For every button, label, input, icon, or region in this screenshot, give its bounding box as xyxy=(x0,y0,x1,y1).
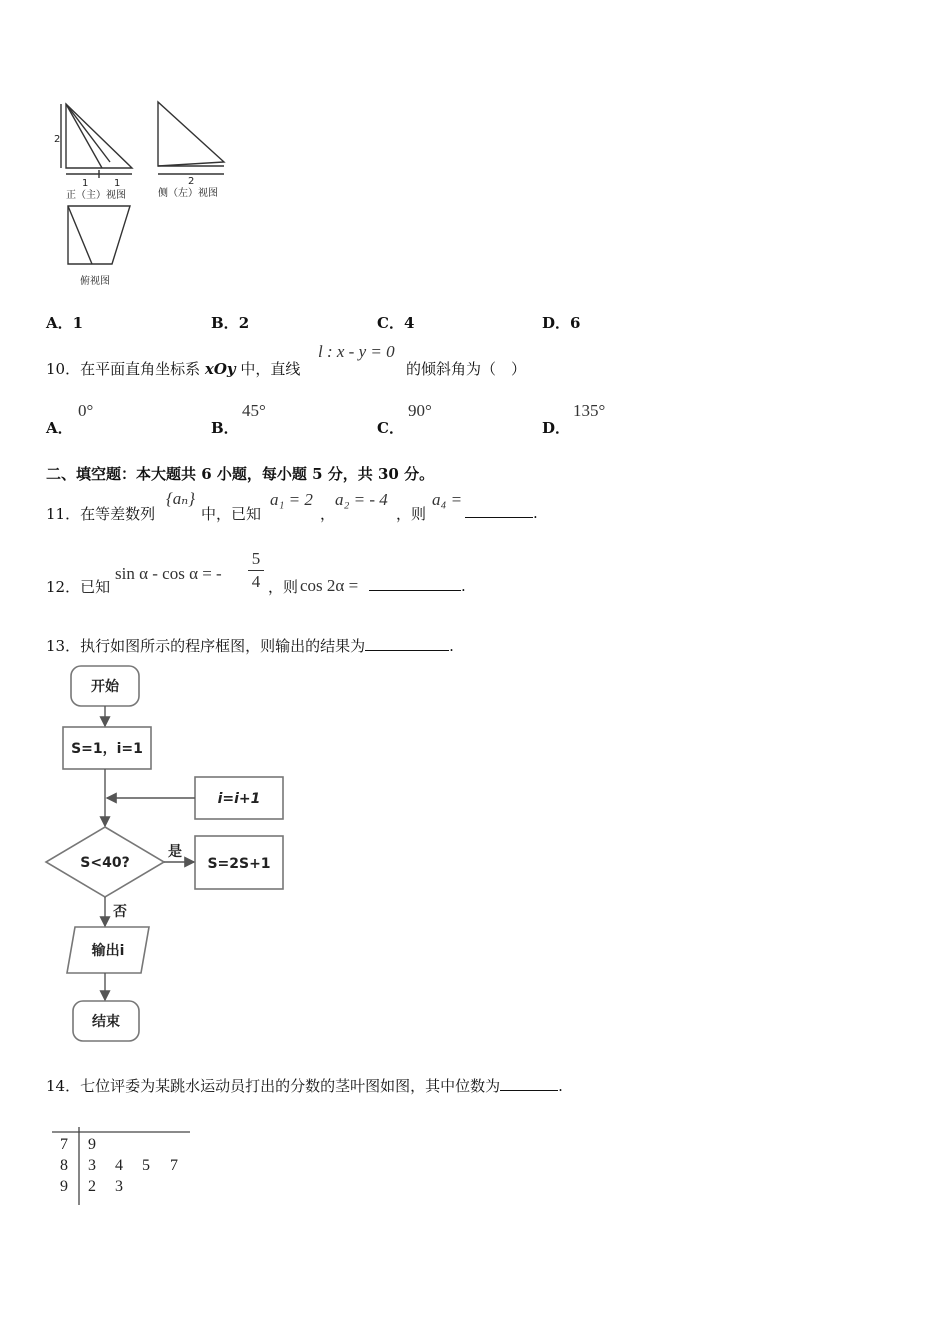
stem-7: 7 xyxy=(60,1136,68,1153)
q10-option-d-value: 135° xyxy=(573,401,606,420)
q10-question-tail: 的倾斜角为（ ） xyxy=(406,360,527,378)
section2-header: 二、填空题：本大题共 6 小题，每小题 5 分，共 30 分。 xyxy=(46,465,435,483)
flowchart-end-label: 结束 xyxy=(92,1014,120,1030)
q12-expression: sin α - cos α = - xyxy=(115,564,222,583)
front-base-left-label: 1 xyxy=(82,178,89,189)
q11-a1: a₁ = 2 xyxy=(270,490,313,509)
flowchart-start-label: 开始 xyxy=(91,679,119,695)
q11-then: ，则 xyxy=(396,505,427,523)
front-height-label: 2 xyxy=(54,134,61,145)
q12-fraction-denominator: 4 xyxy=(251,572,261,591)
top-view-caption: 俯视图 xyxy=(80,276,110,287)
q10-option-c-letter: C． xyxy=(377,419,404,437)
q14-number: 14． xyxy=(46,1077,81,1095)
flowchart xyxy=(40,660,300,1045)
q10-option-b-letter: B． xyxy=(211,419,239,437)
front-base-right-label: 1 xyxy=(114,178,121,189)
leaf-7-0: 9 xyxy=(88,1136,96,1153)
q10-stem: 10．在平面直角坐标系 xOy 中，直线 xyxy=(46,360,301,378)
q11-comma: ， xyxy=(320,505,336,523)
q11-answer-blank[interactable]: . xyxy=(465,503,538,522)
flowchart-yes-label: 是 xyxy=(168,844,182,860)
q11-sequence: {aₙ} xyxy=(166,489,195,508)
q13-number: 13． xyxy=(46,637,81,655)
q12-number: 12． xyxy=(46,578,81,596)
stem-leaf-plot xyxy=(50,1125,195,1210)
three-view-figure xyxy=(48,98,238,293)
flowchart-output-label: 输出i xyxy=(91,943,125,959)
stem-8: 8 xyxy=(60,1157,68,1174)
q10-coord-system: xOy xyxy=(204,360,236,378)
q14-stem: 14．七位评委为某跳水运动员打出的分数的茎叶图如图，其中位数为 . xyxy=(46,1077,563,1095)
q10-option-d-letter: D． xyxy=(542,419,571,437)
q10-option-a-letter: A． xyxy=(46,419,73,437)
q10-line-equation: l : x - y = 0 xyxy=(318,342,395,361)
front-view-caption: 正（主）视图 xyxy=(66,190,126,201)
q12-fraction xyxy=(248,549,264,592)
flowchart-init-label: S=1，i=1 xyxy=(71,741,143,757)
leaf-8-3: 7 xyxy=(170,1157,178,1174)
q10-option-b-value: 45° xyxy=(242,401,266,420)
stem-9: 9 xyxy=(60,1178,68,1195)
q9-option-d: D．6 xyxy=(542,314,581,332)
side-base-label: 2 xyxy=(188,176,195,187)
q11-number: 11． xyxy=(46,505,81,523)
q12-fraction-numerator: 5 xyxy=(251,549,261,568)
q11-stem-start: 11．在等差数列 xyxy=(46,505,156,523)
leaf-9-1: 3 xyxy=(115,1178,123,1195)
q10-number: 10． xyxy=(46,360,81,378)
q12-then: ，则 xyxy=(268,578,299,596)
flowchart-condition-label: S<40? xyxy=(80,855,130,871)
q13-stem: 13．执行如图所示的程序框图，则输出的结果为 . xyxy=(46,637,454,655)
q11-given: 中，已知 xyxy=(201,505,262,523)
q12-stem-start: 12．已知 xyxy=(46,578,111,596)
q11-a4: a₄ = xyxy=(432,490,463,509)
q12-cos2alpha: cos 2α = xyxy=(300,576,359,595)
q9-option-c: C．4 xyxy=(377,314,415,332)
q13-answer-blank[interactable] xyxy=(365,636,449,651)
q9-option-b: B．2 xyxy=(211,314,250,332)
leaf-9-0: 2 xyxy=(88,1178,96,1195)
side-view-caption: 侧（左）视图 xyxy=(158,188,218,199)
q10-option-a-value: 0° xyxy=(78,401,94,420)
q14-answer-blank[interactable] xyxy=(500,1076,558,1091)
flowchart-update-label: i=i+1 xyxy=(217,791,261,807)
q12-answer-blank[interactable]: . xyxy=(369,576,466,595)
q9-option-a: A．1 xyxy=(46,314,84,332)
q12-fraction-bar xyxy=(248,570,264,571)
q11-a2: a₂ = - 4 xyxy=(335,490,388,509)
q10-option-c-value: 90° xyxy=(408,401,432,420)
flowchart-no-label: 否 xyxy=(113,904,127,920)
leaf-8-0: 3 xyxy=(88,1157,96,1174)
leaf-8-2: 5 xyxy=(142,1157,150,1174)
flowchart-process-label: S=2S+1 xyxy=(207,856,271,872)
leaf-8-1: 4 xyxy=(115,1157,123,1174)
